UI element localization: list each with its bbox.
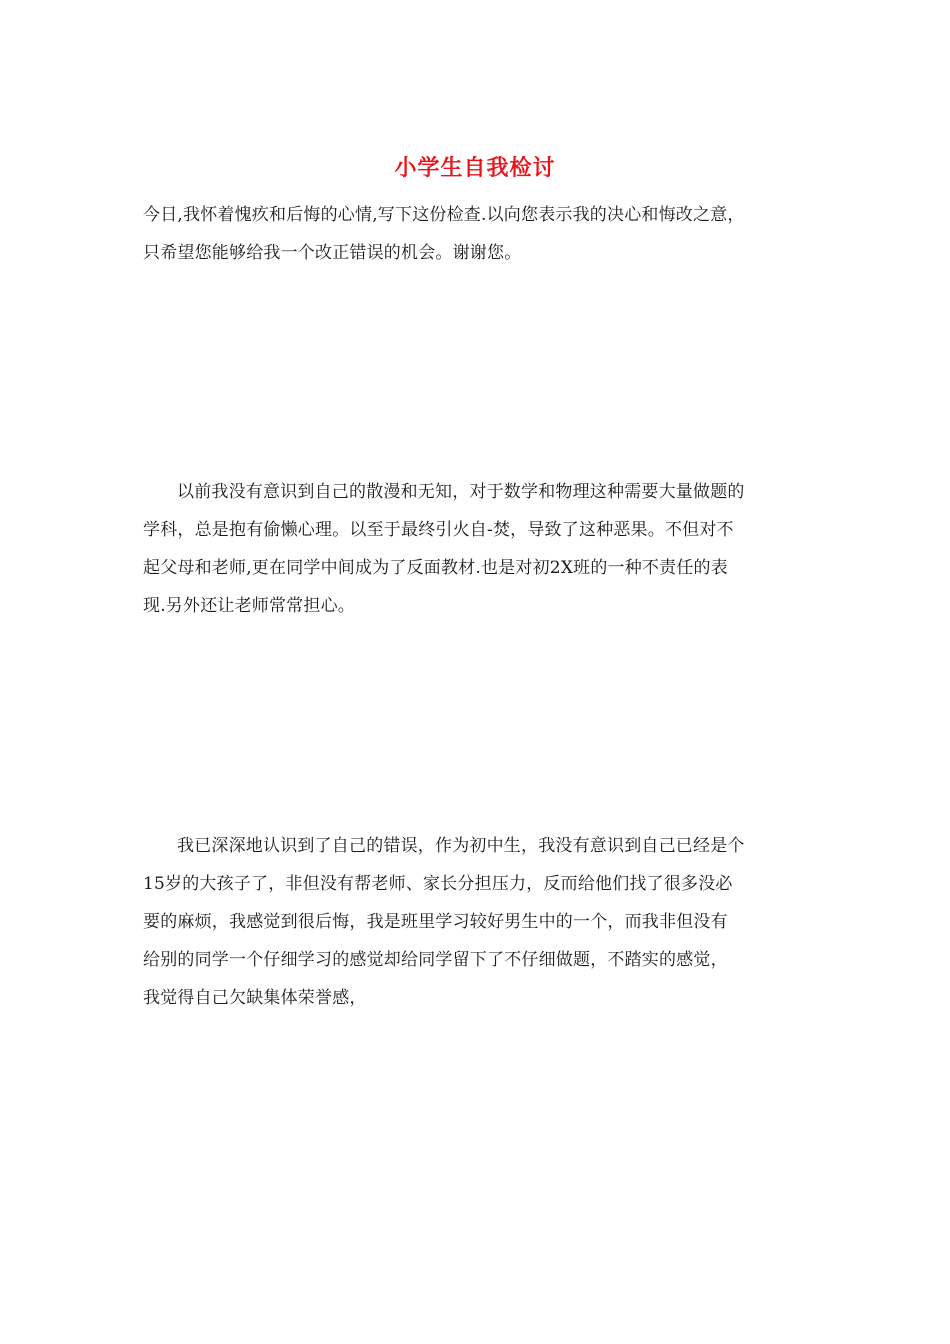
paragraph-line: 我觉得自己欠缺集体荣誉感， — [143, 988, 367, 1008]
paragraph-line: 起父母和老师,更在同学中间成为了反面教材.也是对初2X班的一种不责任的表 — [143, 558, 728, 578]
paragraph-line: 只希望您能够给我一个改正错误的机会。谢谢您。 — [143, 243, 522, 263]
paragraph-line: 现.另外还让老师常常担心。 — [143, 596, 356, 616]
paragraph-opening — [143, 196, 815, 272]
paragraph-line: 学科，总是抱有偷懒心理。以至于最终引火自-焚，导致了这种恶果。不但对不 — [143, 520, 734, 540]
document-title: 小学生自我检讨 — [394, 155, 556, 181]
paragraph-line: 15岁的大孩子了，非但没有帮老师、家长分担压力，反而给他们找了很多没必 — [143, 874, 733, 894]
paragraph-reflection — [143, 473, 815, 625]
paragraph-line: 以前我没有意识到自己的散漫和无知，对于数学和物理这种需要大量做题的 — [177, 482, 745, 502]
paragraph-line: 我已深深地认识到了自己的错误，作为初中生，我没有意识到自己已经是个 — [177, 836, 745, 856]
paragraph-regret — [143, 827, 815, 1017]
paragraph-line: 今日,我怀着愧疚和后悔的心情,写下这份检查.以向您表示我的决心和悔改之意， — [143, 205, 745, 225]
paragraph-line: 要的麻烦，我感觉到很后悔，我是班里学习较好男生中的一个，而我非但没有 — [143, 912, 728, 932]
paragraph-line: 给别的同学一个仔细学习的感觉却给同学留下了不仔细做题，不踏实的感觉， — [143, 950, 728, 970]
